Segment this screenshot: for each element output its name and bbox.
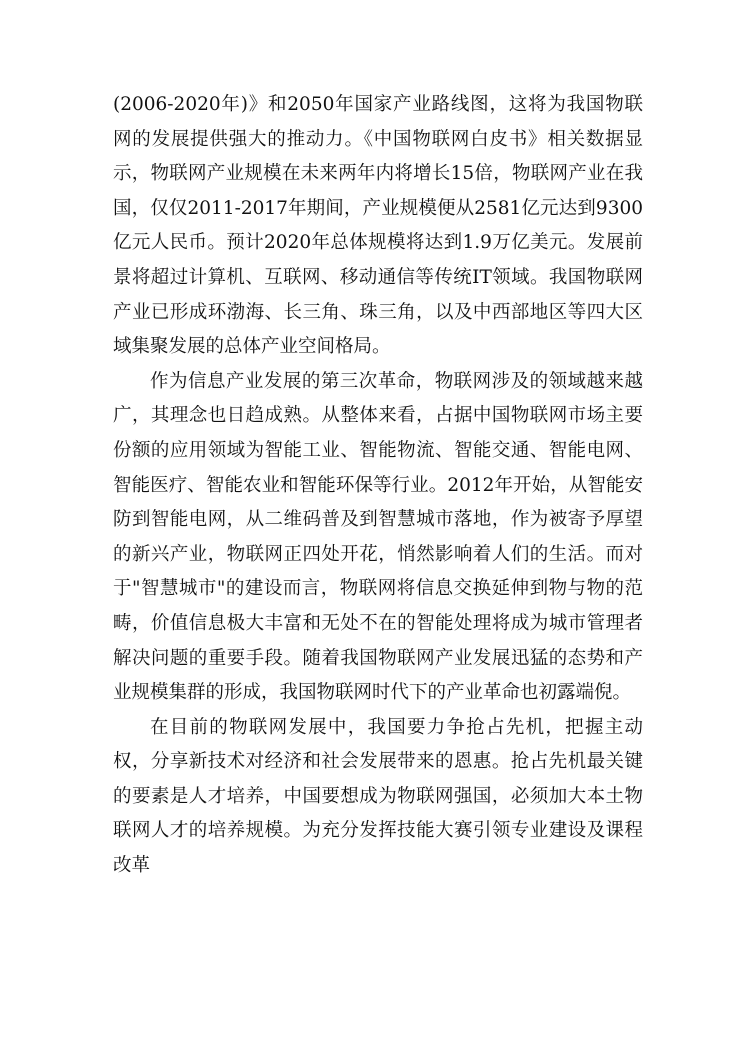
paragraph-2: 作为信息产业发展的第三次革命，物联网涉及的领域越来越广，其理念也日趋成熟。从整体来看，占据中国物联网市场主要份额的应用领域为智能工业、智能物流、智能交通、智能电网、智能医疗、智能农业和智能环保等行业。2012年开始，从智能安防到智能电网，从二维码普及到智慧城市落地，作为被寄予厚望的新兴产业，物联网正四处开花，悄然影响着人们的生活。而对于"智慧城市"的建设而言，物联网将信息交换延伸到物与物的范畴，价值信息极大丰富和无处不在的智能处理将成为城市管理者解决问题的重要手段。随着我国物联网产业发展迅猛的态势和产业规模集群的形成，我国物联网时代下的产业革命也初露端倪。: [113, 370, 643, 704]
paragraph-3: 在目前的物联网发展中，我国要力争抢占先机，把握主动权，分享新技术对经济和社会发展带来的恩惠。抢占先机最关键的要素是人才培养，中国要想成为物联网强国，必须加大本土物联网人才的培养规模。为充分发挥技能大赛引领专业建设及课程改革: [113, 716, 643, 877]
paragraph-1: (2006-2020年)》和2050年国家产业路线图，这将为我国物联网的发展提供强大的推动力。《中国物联网白皮书》相关数据显示，物联网产业规模在未来两年内将增长15倍，物联网产业在我国，仅仅2011-2017年期间，产业规模便从2581亿元达到9300亿元人民币。预计2020年总体规模将达到1.9万亿美元。发展前景将超过计算机、互联网、移动通信等传统IT领域。我国物联网产业已形成环渤海、长三角、珠三角，以及中西部地区等四大区域集聚发展的总体产业空间格局。: [113, 94, 643, 358]
body-text: [113, 88, 643, 884]
